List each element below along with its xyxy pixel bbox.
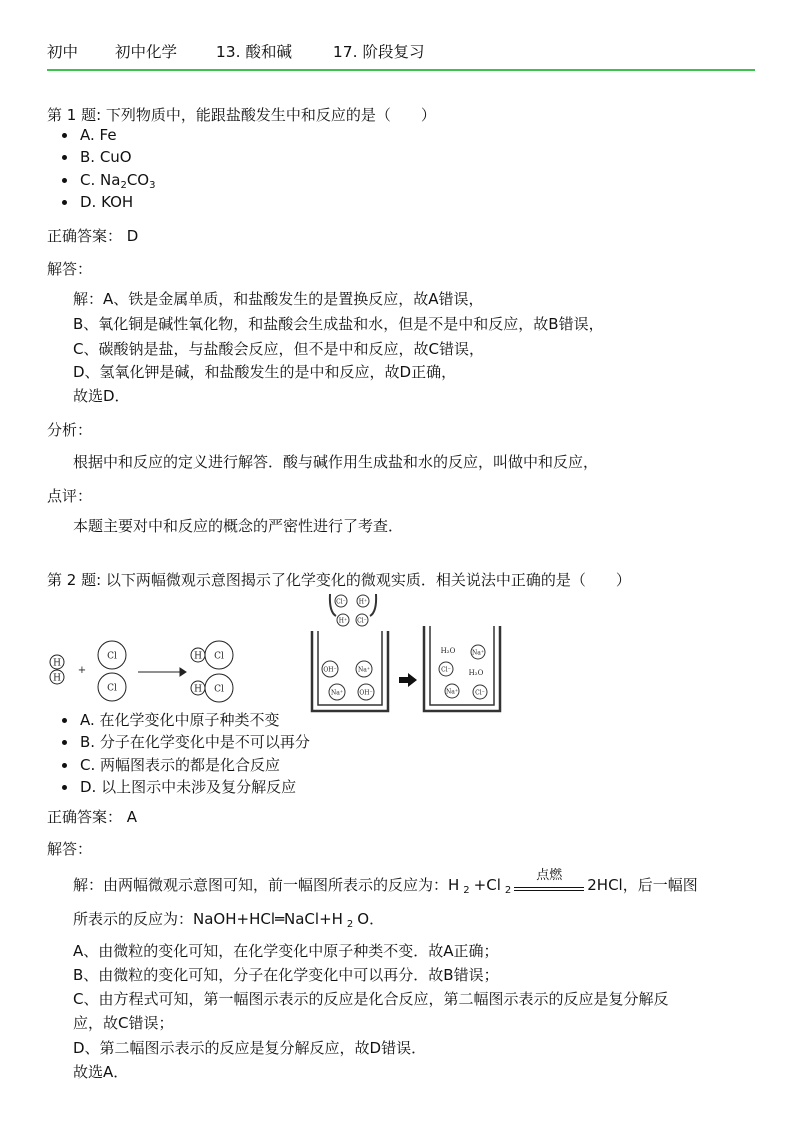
q1-comment-text: 本题主要对中和反应的概念的严密性进行了考查． [73, 517, 404, 535]
q2-solution-label: 解答： [47, 840, 93, 858]
svg-text:Cl⁻: Cl⁻ [475, 689, 485, 697]
svg-text:Na⁺: Na⁺ [446, 688, 458, 696]
svg-text:Cl⁻: Cl⁻ [441, 666, 451, 674]
h-atom [50, 670, 64, 684]
na-plus-ion [471, 645, 485, 659]
eq2-after: O． [357, 910, 385, 928]
breadcrumb-level3[interactable]: 13. 酸和碱 [215, 43, 292, 61]
q2-solution-line: 应，故C错误； [73, 1014, 174, 1032]
q1-answer-row [47, 225, 138, 246]
q1-answer-label: 正确答案： [47, 227, 123, 245]
q1-solution-line: C、碳酸钠是盐，与盐酸会反应，但不是中和反应，故C错误， [73, 340, 484, 358]
na-plus-ion [445, 684, 459, 698]
q2-options [60, 709, 310, 799]
eq1-sub-cl: 2 [504, 885, 512, 896]
q1-analysis-text: 根据中和反应的定义进行解答．酸与碱作用生成盐和水的反应，叫做中和反应， [73, 453, 599, 471]
eq1-after: ，后一幅图 [622, 876, 698, 894]
q1-option-b: B. CuO [60, 146, 155, 168]
q2-diagram-neutralization [308, 588, 508, 713]
cl-minus-ion [356, 614, 368, 626]
q1-solution-line: 解：A、铁是金属单质，和盐酸发生的是置换反应，故A错误， [73, 290, 484, 308]
q2-answer-value: A [126, 808, 138, 826]
cl-minus-ion [335, 595, 347, 607]
svg-text:OH⁻: OH⁻ [359, 689, 373, 697]
q2-solution-equation-1 [73, 867, 698, 896]
h-atom [50, 655, 64, 669]
breadcrumb [47, 40, 425, 62]
svg-text:Cl: Cl [107, 651, 117, 662]
q1-answer-value: D [126, 227, 139, 245]
q1-option-c-sub1: 2 [120, 179, 127, 191]
eq1-sub-h: 2 [463, 885, 470, 896]
cl-atom [98, 641, 126, 669]
svg-text:H: H [53, 673, 61, 684]
q1-title: 第 1 题: 下列物质中，能跟盐酸发生中和反应的是（ ） [47, 106, 436, 124]
h-plus-ion [357, 595, 369, 607]
na-plus-ion [356, 661, 372, 677]
eq1-cl: +Cl [473, 876, 501, 894]
q2-title: 第 2 题: 以下两幅微观示意图揭示了化学变化的微观实质．相关说法中正确的是（ ） [47, 571, 631, 589]
q1-solution-label: 解答： [47, 260, 93, 278]
breadcrumb-level2[interactable]: 初中化学 [114, 43, 177, 61]
q2-option-a: A. 在化学变化中原子种类不变 [60, 709, 310, 731]
svg-text:OH⁻: OH⁻ [323, 666, 337, 674]
q1-solution-line: B、氧化铜是碱性氧化物，和盐酸会生成盐和水，但是不是中和反应，故B错误， [73, 315, 604, 333]
hcl-molecule [191, 641, 233, 669]
breadcrumb-level4[interactable]: 17. 阶段复习 [332, 43, 425, 61]
svg-text:H⁺: H⁺ [358, 598, 368, 606]
svg-text:Cl⁻: Cl⁻ [336, 598, 346, 606]
svg-text:Cl: Cl [107, 683, 117, 694]
svg-text:Cl: Cl [214, 651, 224, 662]
q2-solution-equation-2 [73, 908, 384, 930]
q2-diagram-hydrogen-chlorine [44, 636, 254, 708]
q2-solution-line: B、由微粒的变化可知，分子在化学变化中可以再分．故B错误； [73, 966, 499, 984]
oh-minus-ion [322, 661, 338, 677]
svg-text:Cl⁻: Cl⁻ [357, 617, 367, 625]
breadcrumb-level1[interactable]: 初中 [47, 43, 79, 61]
q2-answer-row [47, 806, 137, 827]
q2-answer-label: 正确答案： [47, 808, 123, 826]
transition-arrow [399, 673, 417, 687]
svg-text:Na⁺: Na⁺ [331, 689, 343, 697]
oh-minus-ion [358, 684, 374, 700]
cl-atom [98, 673, 126, 701]
svg-text:H⁺: H⁺ [338, 617, 348, 625]
svg-text:Cl: Cl [214, 684, 224, 695]
q1-option-c-tail: CO [126, 170, 150, 189]
q1-solution-line: D、氢氧化钾是碱，和盐酸发生的是中和反应，故D正确， [73, 363, 457, 381]
na-plus-ion [329, 684, 345, 700]
h2o-molecule: H₂O [440, 647, 456, 655]
q1-option-d: D. KOH [60, 191, 155, 213]
cl-minus-ion [439, 662, 453, 676]
eq2-sub: 2 [346, 919, 354, 930]
svg-text:H: H [194, 684, 202, 695]
eq2-before: 所表示的反应为：NaOH+HCl═NaCl+H [73, 910, 343, 928]
svg-text:Na⁺: Na⁺ [472, 649, 484, 657]
q2-option-c: C. 两幅图表示的都是化合反应 [60, 754, 310, 776]
q1-analysis-label: 分析： [47, 421, 93, 439]
q1-options [60, 124, 155, 214]
q2-option-d: D. 以上图示中未涉及复分解反应 [60, 776, 310, 798]
eq1-h: H [448, 876, 460, 894]
header-divider [47, 69, 755, 71]
reaction-arrow [138, 668, 186, 676]
svg-text:Na⁺: Na⁺ [358, 666, 370, 674]
q1-solution-line: 故选D． [73, 387, 130, 405]
q1-comment-label: 点评： [47, 487, 93, 505]
q2-solution-line: 故选A． [73, 1063, 129, 1081]
q2-solution-line: A、由微粒的变化可知，在化学变化中原子种类不变．故A正确； [73, 942, 499, 960]
svg-text:H: H [53, 658, 61, 669]
q2-solution-intro: 解：由两幅微观示意图可知，前一幅图所表示的反应为： [73, 876, 449, 894]
q1-option-c [60, 169, 155, 191]
hcl-molecule [191, 674, 233, 702]
eq1-product: 2HCl [587, 876, 623, 894]
q2-solution-line: C、由方程式可知，第一幅图示表示的反应是化合反应，第二幅图示表示的反应是复分解反 [73, 990, 669, 1008]
cl-minus-ion [473, 685, 487, 699]
q2-solution-line: D、第二幅图示表示的反应是复分解反应，故D错误． [73, 1039, 427, 1057]
q1-option-c-sub2: 3 [149, 179, 156, 191]
reaction-condition [514, 867, 584, 896]
plus-sign: + [77, 665, 87, 676]
svg-text:H: H [194, 651, 202, 662]
q1-option-c-head: C. Na [80, 170, 121, 189]
h-plus-ion [337, 614, 349, 626]
reaction-condition-text: 点燃 [536, 867, 563, 883]
h2o-molecule: H₂O [468, 669, 484, 677]
q2-option-b: B. 分子在化学变化中是不可以再分 [60, 731, 310, 753]
q1-option-a: A. Fe [60, 124, 155, 146]
